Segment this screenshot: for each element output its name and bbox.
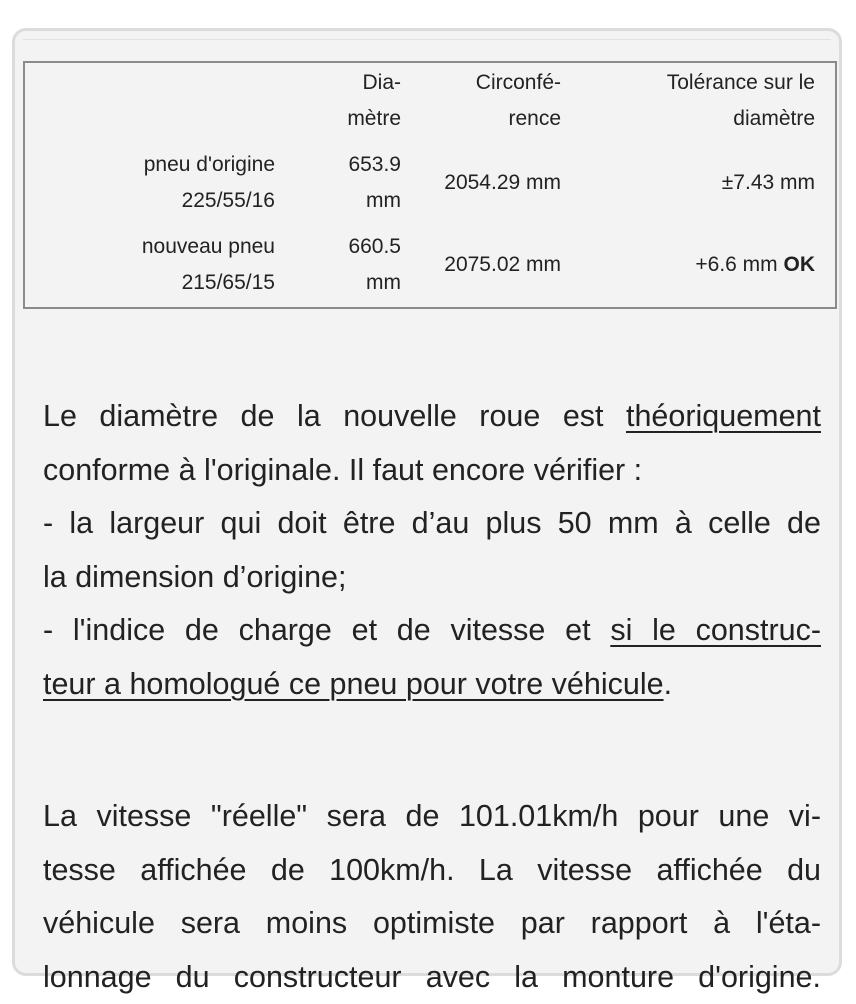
paragraph-line: tesse affichée de 100km/h. La vitesse affichée du (43, 844, 821, 898)
row-origin-tolerance (585, 165, 815, 201)
paragraph-line (43, 604, 821, 658)
row-new-diametre: 660.5 mm (315, 229, 401, 301)
theoriquement-link[interactable]: théoriquement (626, 399, 821, 433)
paragraph-line: véhicule sera moins optimiste par rapport à l'éta- (43, 897, 821, 951)
header-tolerance: Tolérance sur le diamètre (585, 65, 815, 137)
paragraph-text: . (664, 667, 672, 701)
paragraph-line (43, 658, 821, 712)
paragraph-line (43, 390, 821, 444)
paragraph-line: conforme à l'originale. Il faut encore vérifier : (43, 444, 821, 498)
homologation-link[interactable]: si le construc- (610, 613, 821, 647)
tire-comparison-table (23, 61, 837, 309)
conformity-paragraph (43, 390, 821, 711)
homologation-link-continued[interactable]: teur a homologué ce pneu pour votre véhicule (43, 667, 664, 701)
paragraph-line: lonnage du constructeur avec la monture d'origine. (43, 951, 821, 1004)
paragraph-line: la dimension d’origine; (43, 551, 821, 605)
header-circonference: Circonfé- rence (421, 65, 561, 137)
paragraph-line: La vitesse "réelle" sera de 101.01km/h pour une vi- (43, 790, 821, 844)
speed-paragraph (43, 790, 821, 1004)
card-divider (23, 39, 831, 40)
paragraph-line: - la largeur qui doit être d’au plus 50 mm à celle de (43, 497, 821, 551)
row-new-tolerance (585, 247, 815, 283)
row-new-tolerance-value: +6.6 mm (695, 253, 783, 276)
row-origin-label: pneu d'origine 225/55/16 (45, 147, 275, 219)
row-new-label: nouveau pneu 215/65/15 (45, 229, 275, 301)
paragraph-text: Le diamètre de la nouvelle roue est (43, 399, 626, 433)
paragraph-text: - l'indice de charge et de vitesse et (43, 613, 610, 647)
row-origin-tolerance-value: ±7.43 mm (722, 171, 815, 194)
row-new-circonference: 2075.02 mm (401, 247, 561, 283)
row-origin-circonference: 2054.29 mm (401, 165, 561, 201)
row-new-status: OK (784, 253, 816, 276)
row-origin-diametre: 653.9 mm (315, 147, 401, 219)
header-diametre: Dia- mètre (315, 65, 401, 137)
result-card (12, 28, 842, 976)
